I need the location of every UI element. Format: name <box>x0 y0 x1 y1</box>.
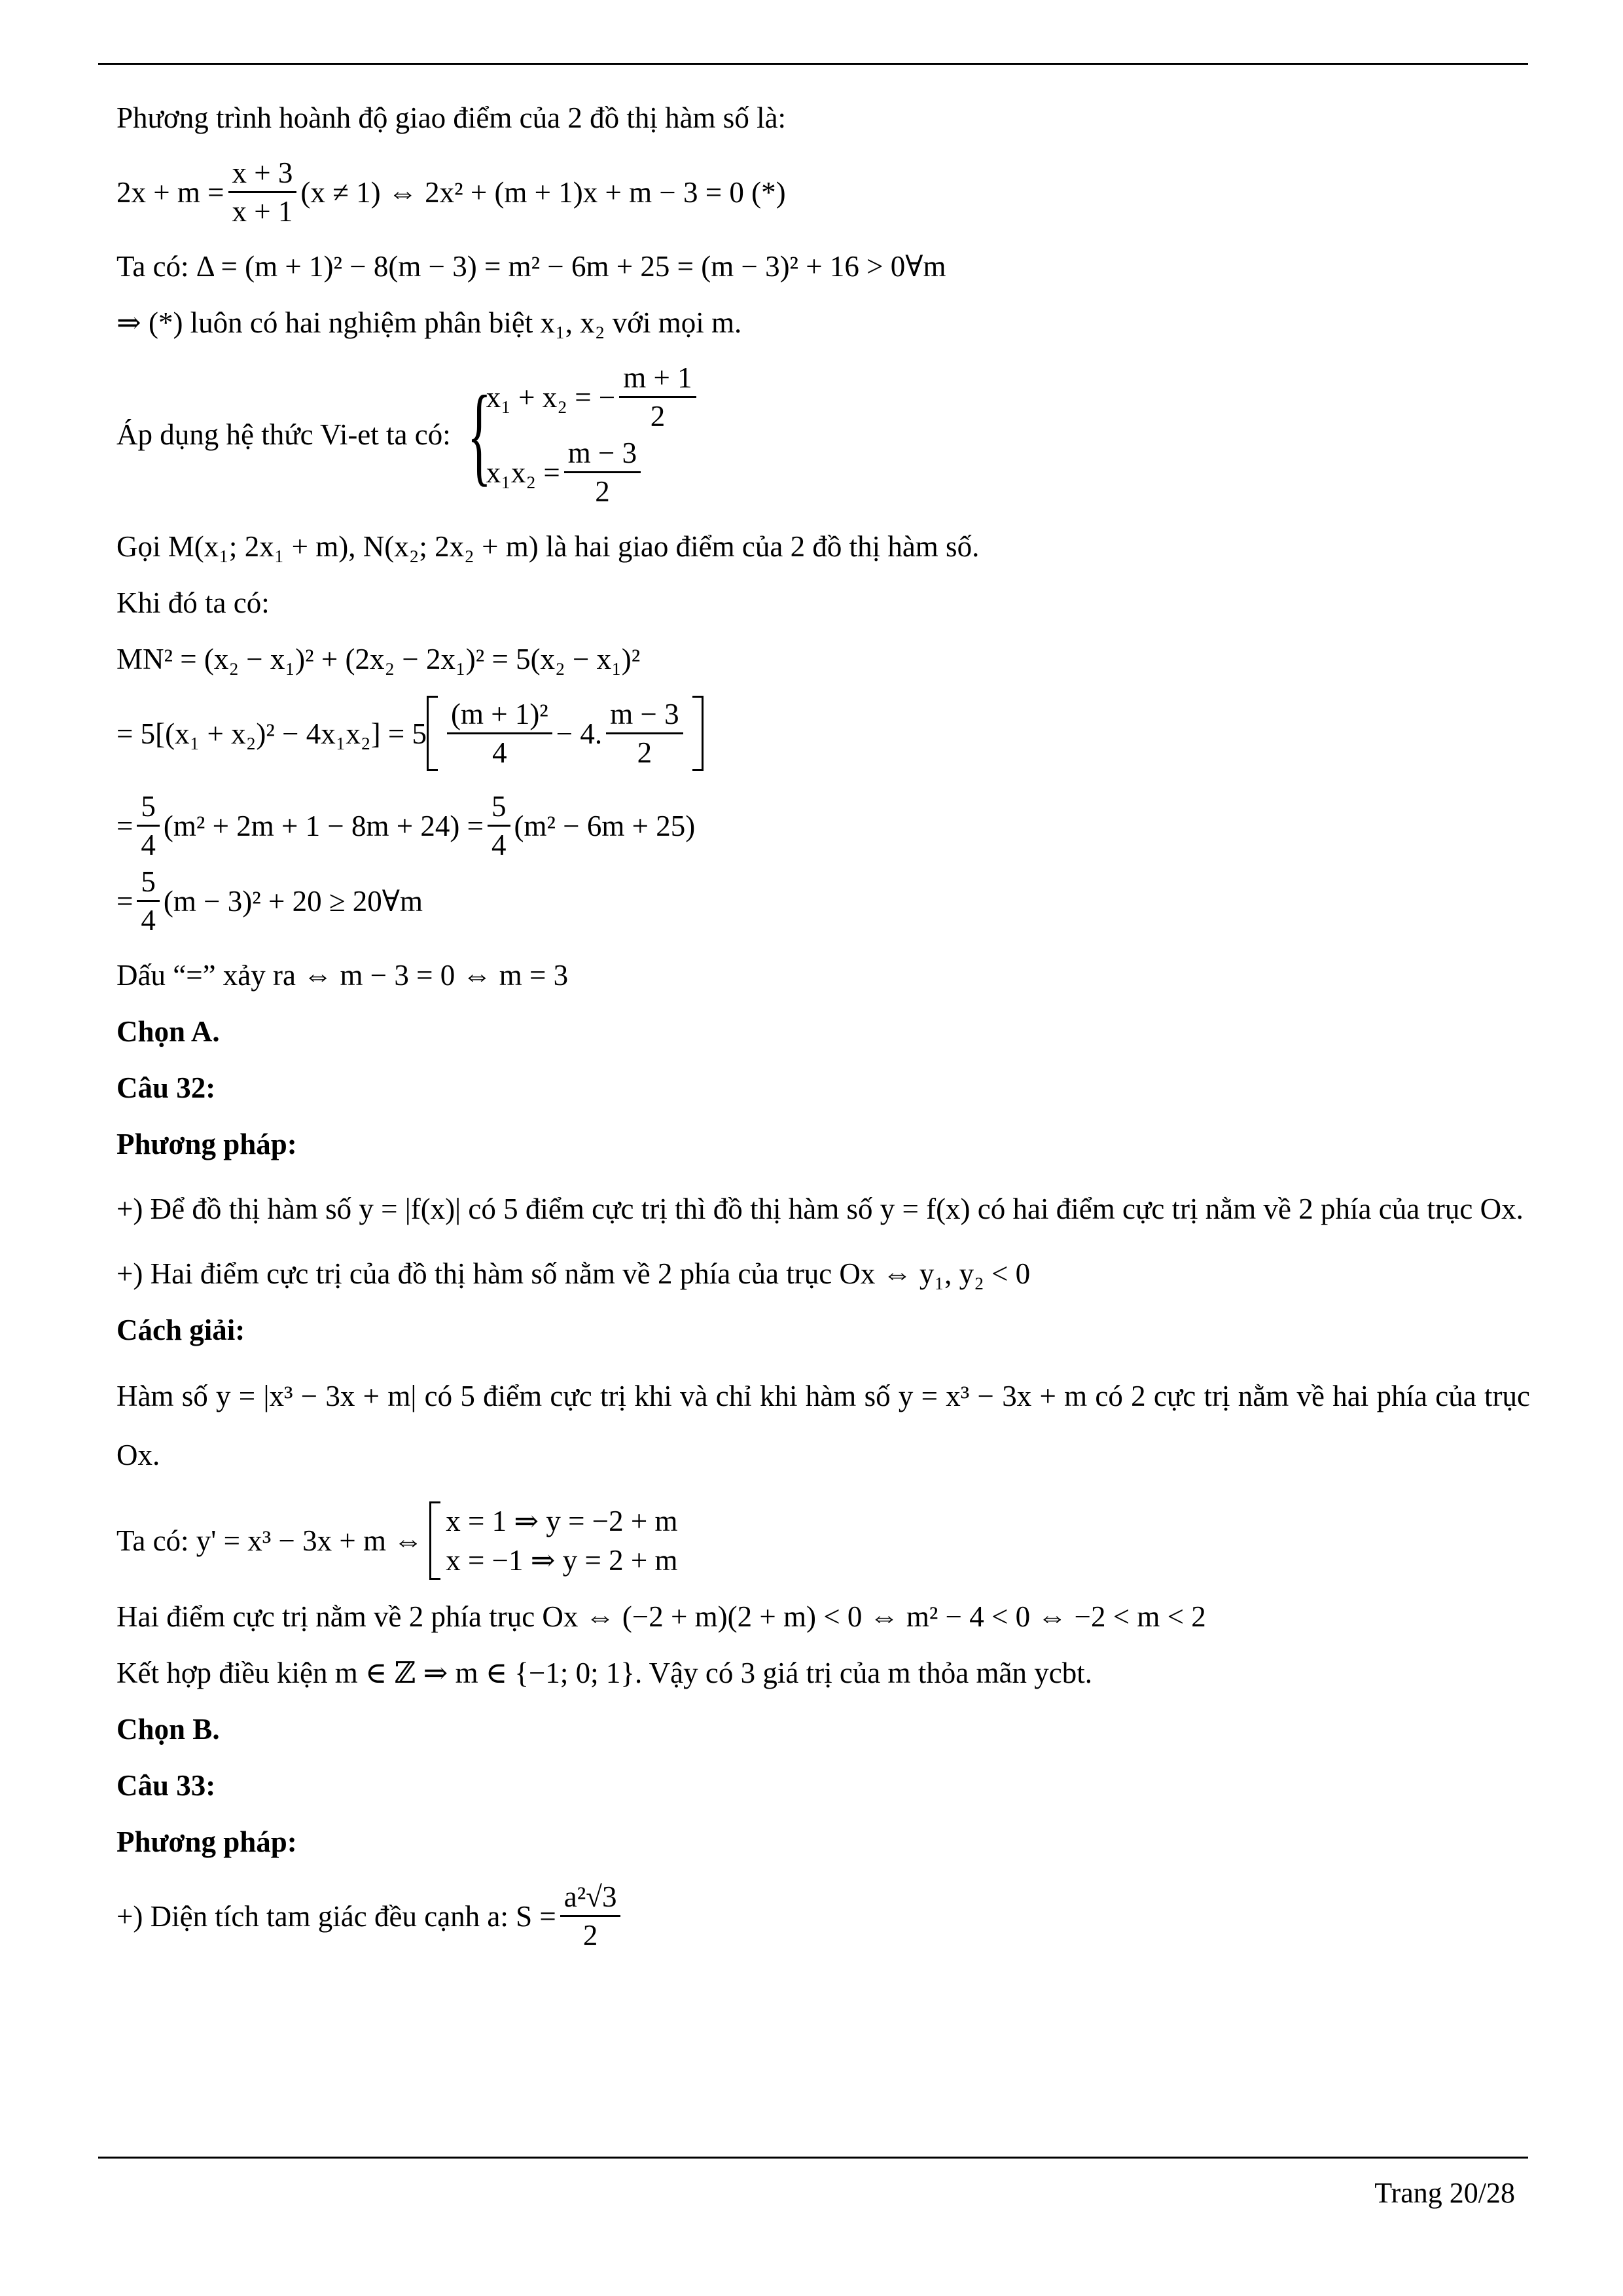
text-line: Phương trình hoành độ giao điểm của 2 đồ thị hàm số là: <box>116 101 787 134</box>
fraction-numerator: x + 3 <box>228 154 297 193</box>
fraction-denominator: 2 <box>582 1919 598 1952</box>
math-text: − 4. <box>556 717 603 750</box>
math-text: Ta có: y' = x³ − 3x + m ⇔ <box>116 1524 423 1557</box>
math-text: 2x + m = <box>116 175 224 209</box>
fraction-denominator: 2 <box>637 736 652 769</box>
math-text: (m² − 6m + 25) <box>514 809 696 842</box>
text-paragraph: Hàm số y = |x³ − 3x + m| có 5 điểm cực trị khi và chỉ khi hàm số y = x³ − 3x + m có 2 cực trị nằm về hai phía của trục Ox. <box>116 1380 1530 1471</box>
answer-choice: Chọn A. <box>116 1015 220 1048</box>
question-heading: Câu 32: <box>116 1071 216 1104</box>
fraction <box>228 154 297 230</box>
math-text: x₁x₂ = <box>486 456 560 489</box>
fraction <box>488 788 510 863</box>
fraction-numerator: (m + 1)² <box>447 696 552 734</box>
math-text: = <box>116 884 134 918</box>
fraction <box>560 1878 621 1954</box>
section-heading: Phương pháp: <box>116 1825 297 1858</box>
question-heading: Câu 33: <box>116 1769 216 1802</box>
math-text: x₁ + x₂ = − <box>486 380 616 414</box>
text-line: ⇒ (*) luôn có hai nghiệm phân biệt x₁, x₂ với mọi m. <box>116 306 742 339</box>
case-bracket <box>429 1501 677 1580</box>
answer-choice: Chọn B. <box>116 1713 220 1746</box>
text-line: +) Hai điểm cực trị của đồ thị hàm số nằm về 2 phía của trục Ox ⇔ y₁, y₂ < 0 <box>116 1257 1031 1290</box>
fraction-denominator: x + 1 <box>232 195 293 228</box>
math-text: (x ≠ 1) ⇔ 2x² + (m + 1)x + m − 3 = 0 (*) <box>300 175 786 209</box>
text-line: Hai điểm cực trị nằm về 2 phía trục Ox ⇔ (−2 + m)(2 + m) < 0 ⇔ m² − 4 < 0 ⇔ −2 < m < 2 <box>116 1600 1206 1633</box>
brace-icon: { <box>467 373 491 496</box>
text-paragraph: +) Để đồ thị hàm số y = |f(x)| có 5 điểm cực trị thì đồ thị hàm số y = f(x) có hai điểm cực trị nằm về 2 phía của trục Ox. <box>116 1193 1524 1225</box>
fraction-numerator: m − 3 <box>564 435 641 473</box>
math-text: Áp dụng hệ thức Vi-et ta có: <box>116 418 451 451</box>
text-line: Kết hợp điều kiện m ∈ ℤ ⇒ m ∈ {−1; 0; 1}. Vậy có 3 giá trị của m thỏa mãn ycbt. <box>116 1657 1092 1689</box>
equation-line <box>116 696 1530 771</box>
fraction <box>606 696 683 771</box>
math-text: (m² + 2m + 1 − 8m + 24) = <box>163 809 484 842</box>
square-bracket-group <box>427 696 704 771</box>
fraction-denominator: 2 <box>595 475 610 508</box>
left-bracket-icon <box>427 696 438 771</box>
text-line: Gọi M(x₁; 2x₁ + m), N(x₂; 2x₂ + m) là hai giao điểm của 2 đồ thị hàm số. <box>116 530 980 563</box>
header-rule <box>98 63 1528 65</box>
page-number: Trang 20/28 <box>1374 2177 1515 2209</box>
fraction-denominator: 4 <box>141 904 156 937</box>
section-heading: Phương pháp: <box>116 1128 297 1160</box>
vieta-system <box>116 359 1530 510</box>
section-heading: Cách giải: <box>116 1314 245 1346</box>
equation-line <box>116 154 1530 230</box>
math-text: = <box>116 809 134 842</box>
math-text: (m − 3)² + 20 ≥ 20∀m <box>163 884 423 918</box>
fraction-numerator: m − 3 <box>606 696 683 734</box>
fraction <box>137 863 160 939</box>
fraction-denominator: 4 <box>491 829 507 861</box>
fraction-denominator: 4 <box>492 736 507 769</box>
fraction <box>137 788 160 863</box>
page-content <box>116 98 1530 1954</box>
text-line: MN² = (x₂ − x₁)² + (2x₂ − 2x₁)² = 5(x₂ − x₁)² <box>116 643 641 675</box>
text-line: Ta có: Δ = (m + 1)² − 8(m − 3) = m² − 6m + 25 = (m − 3)² + 16 > 0∀m <box>116 250 946 283</box>
fraction <box>564 435 641 510</box>
fraction <box>619 359 696 435</box>
fraction <box>447 696 552 771</box>
derivative-system <box>116 1501 1530 1580</box>
equation-line <box>116 788 1530 863</box>
fraction-numerator: 5 <box>488 788 510 827</box>
fraction-denominator: 2 <box>650 400 666 433</box>
text-line: Dấu “=” xảy ra ⇔ m − 3 = 0 ⇔ m = 3 <box>116 959 569 992</box>
math-text: x = −1 ⇒ y = 2 + m <box>446 1544 678 1577</box>
math-text: x = 1 ⇒ y = −2 + m <box>446 1505 678 1537</box>
right-bracket-icon <box>692 696 704 771</box>
fraction-numerator: a²√3 <box>560 1878 621 1917</box>
equation-system <box>460 359 700 510</box>
left-bracket-icon <box>429 1501 440 1580</box>
fraction-numerator: 5 <box>137 788 160 827</box>
equation-line <box>116 863 1530 939</box>
text-line: Khi đó ta có: <box>116 586 270 619</box>
footer-rule <box>98 2157 1528 2159</box>
math-text: = 5[(x₁ + x₂)² − 4x₁x₂] = 5 <box>116 717 427 750</box>
fraction-denominator: 4 <box>141 829 156 861</box>
math-text: +) Diện tích tam giác đều cạnh a: S = <box>116 1899 556 1933</box>
fraction-numerator: m + 1 <box>619 359 696 398</box>
fraction-numerator: 5 <box>137 863 160 902</box>
equation-line <box>116 1878 1530 1954</box>
